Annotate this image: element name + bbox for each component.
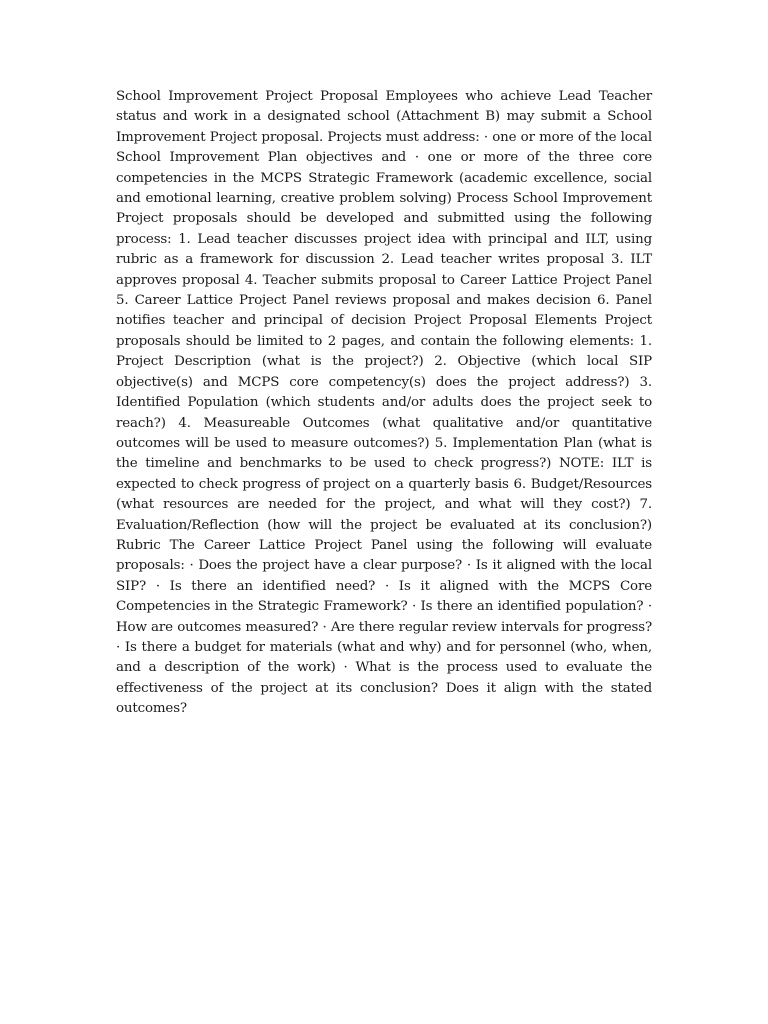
document-body-text: School Improvement Project Proposal Employees who achieve Lead Teacher status and work in a designated school (Attachment B) may submit a School Improvement Project proposal. Projects must address: · one or more of the local School Improvement Plan objectives and · one or more of the three core competencies in the MCPS Strategic Framework (academic excellence, social and emotional learning, creative problem solving) Process School Improvement Project proposals should be developed and submitted using the following process: 1. Lead teacher discusses project idea with principal and ILT, using rubric as a framework for discussion 2. Lead teacher writes proposal 3. ILT approves proposal 4. Teacher submits proposal to Career Lattice Project Panel 5. Career Lattice Project Panel reviews proposal and makes decision 6. Panel notifies teacher and principal of decision Project Proposal Elements Project proposals should be limited to 2 pages, and contain the following elements: 1. Project Description (what is the project?) 2. Objective (which local SIP objective(s) and MCPS core competency(s) does the project address?) 3. Identified Population (which students and/or adults does the project seek to reach?) 4. Measureable Outcomes (what qualitative and/or quantitative outcomes will be used to measure outcomes?) 5. Implementation Plan (what is the timeline and benchmarks to be used to check progress?) NOTE: ILT is expected to check progress of project on a quarterly basis 6. Budget/Resources (what resources are needed for the project, and what will they cost?) 7. Evaluation/Reflection (how will the project be evaluated at its conclusion?) Rubric The Career Lattice Project Panel using the following will evaluate proposals: · Does the project have a clear purpose? · Is it aligned with the local SIP? · Is there an identified need? · Is it aligned with the MCPS Core Competencies in the Strategic Framework? · Is there an identified population? · How are outcomes measured? · Are there regular review intervals for progress? · Is there a budget for materials (what and why) and for personnel (who, when, and a description of the work) · What is the process used to evaluate the effectiveness of the project at its conclusion? Does it align with the stated outcomes? [116,89,652,717]
